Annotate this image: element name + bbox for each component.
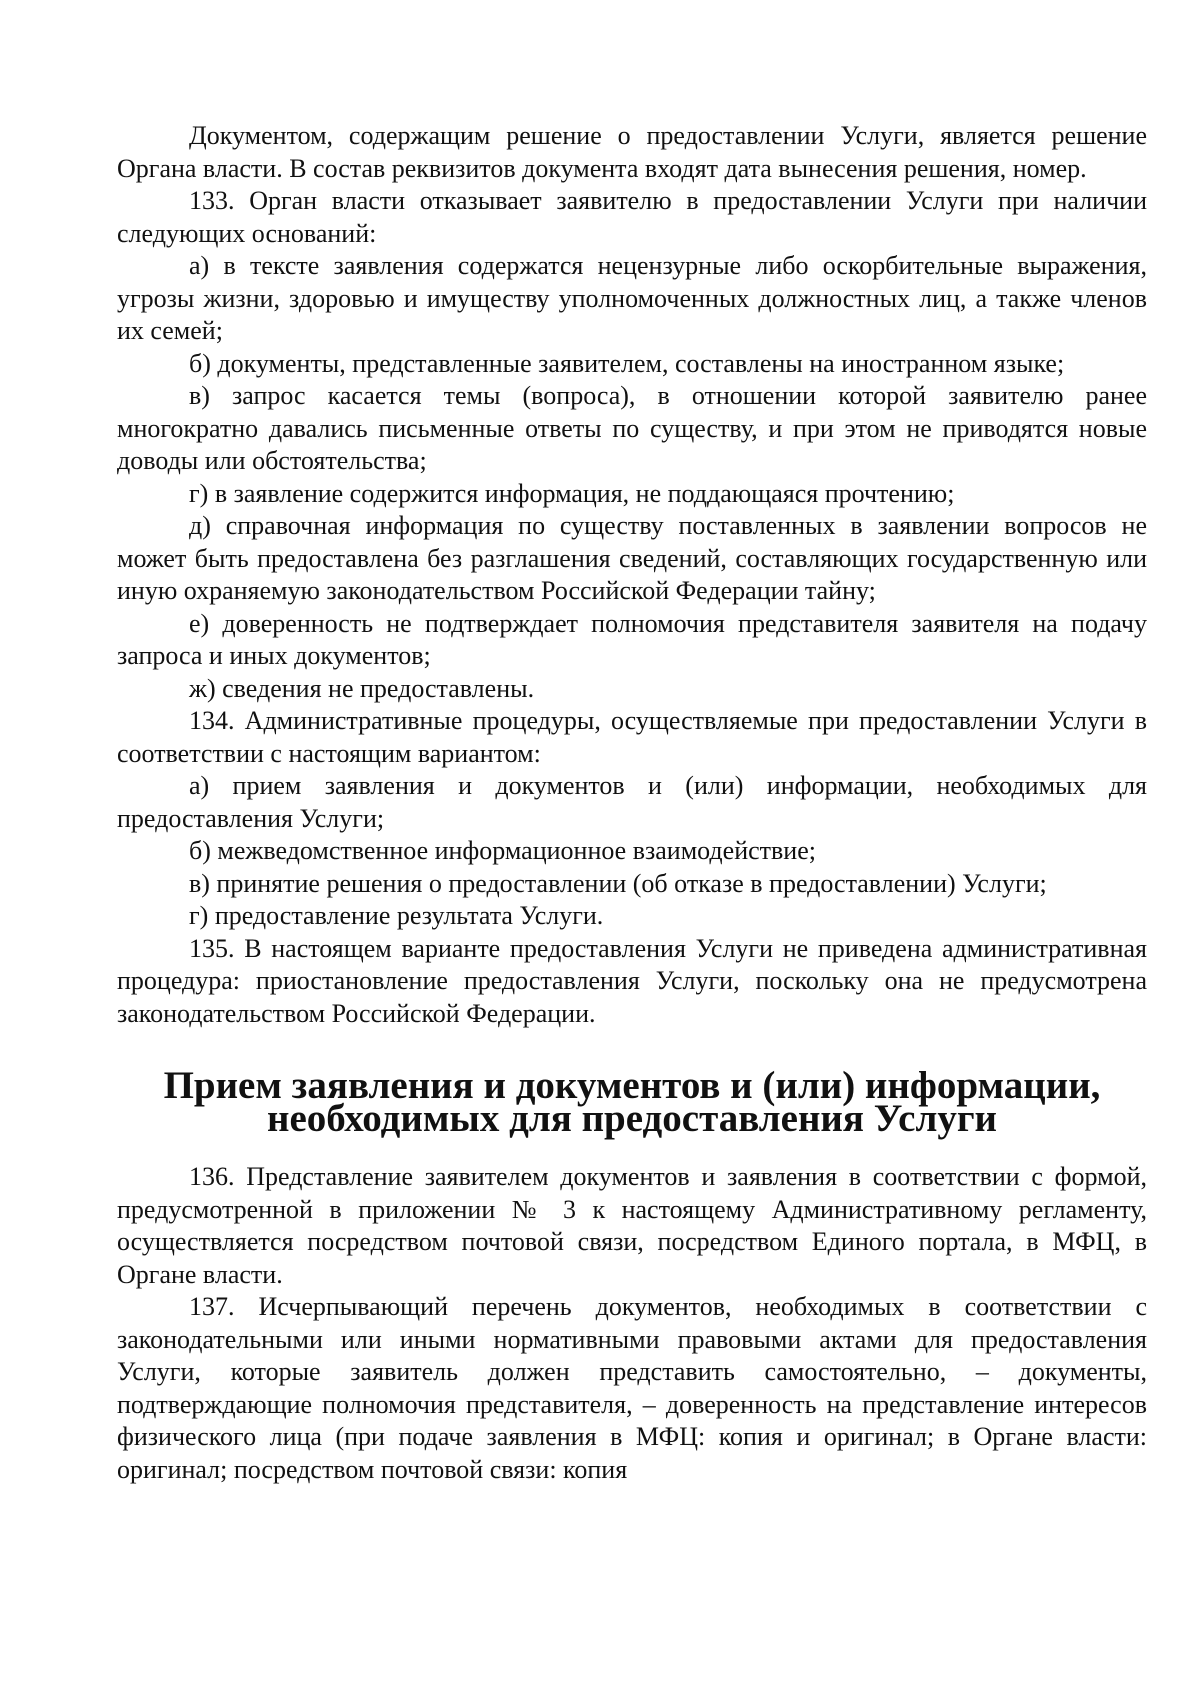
list-item-134-b: б) межведомственное информационное взаимодействие; [189,836,816,865]
list-item-134-g: г) предоставление результата Услуги. [189,901,604,930]
list-item-133-a: а) в тексте заявления содержатся нецензурные либо оскорбительные выражения, угрозы жизни, здоровью и имуществу уполномоченных должностных лиц, а также членов их семей; [117,251,1147,345]
paragraph-137: 137. Исчерпывающий перечень документов, необходимых в соответствии с законодательными или иными нормативными правовыми актами для предоставления Услуги, которые заявитель должен представить самостоятельно, – документы, подтверждающие полномочия представителя, – доверенность на представление интересов физического лица (при подаче заявления в МФЦ: копия и оригинал; в Органе власти: оригинал; посредством почтовой связи: копия [117,1292,1147,1484]
document-page [117,120,1147,1486]
paragraph-134: 134. Административные процедуры, осуществляемые при предоставлении Услуги в соответствии с настоящим вариантом: [117,706,1147,768]
paragraph-decision-document: Документом, содержащим решение о предоставлении Услуги, является решение Органа власти. В состав реквизитов документа входят дата вынесения решения, номер. [117,121,1147,183]
list-item-134-a: а) прием заявления и документов и (или) информации, необходимых для предоставления Услуги; [117,771,1147,833]
list-item-133-g: г) в заявление содержится информация, не поддающаяся прочтению; [189,478,955,508]
paragraph-135: 135. В настоящем варианте предоставления Услуги не приведена административная процедура: приостановление предоставления Услуги, поскольку она не предусмотрена законодательством Российской Федерации. [117,933,1147,1028]
list-item-134-v: в) принятие решения о предоставлении (об отказе в предоставлении) Услуги; [189,868,1047,898]
paragraph-136: 136. Представление заявителем документов и заявления в соответствии с формой, предусмотренной в приложении № 3 к настоящему Административному регламенту, осуществляется посредством почтовой связи, посредством Единого портала, в МФЦ, в Органе власти. [117,1162,1147,1289]
list-item-133-d: д) справочная информация по существу поставленных в заявлении вопросов не может быть предоставлена без разглашения сведений, составляющих государственную или иную охраняемую законодательством Российской Федерации тайну; [117,511,1147,605]
list-item-133-v: в) запрос касается темы (вопроса), в отношении которой заявителю ранее многократно давались письменные ответы по существу, и при этом не приводятся новые доводы или обстоятельства; [117,381,1147,475]
list-item-133-b: б) документы, представленные заявителем, составлены на иностранном языке; [189,348,1065,378]
paragraph-133: 133. Орган власти отказывает заявителю в предоставлении Услуги при наличии следующих оснований: [117,186,1147,248]
list-item-133-e: е) доверенность не подтверждает полномочия представителя заявителя на подачу запроса и иных документов; [117,608,1147,670]
list-item-133-zh: ж) сведения не предоставлены. [189,673,535,703]
section-heading: Прием заявления и документов и (или) информации, необходимых для предоставления Услуги [163,1064,1101,1140]
